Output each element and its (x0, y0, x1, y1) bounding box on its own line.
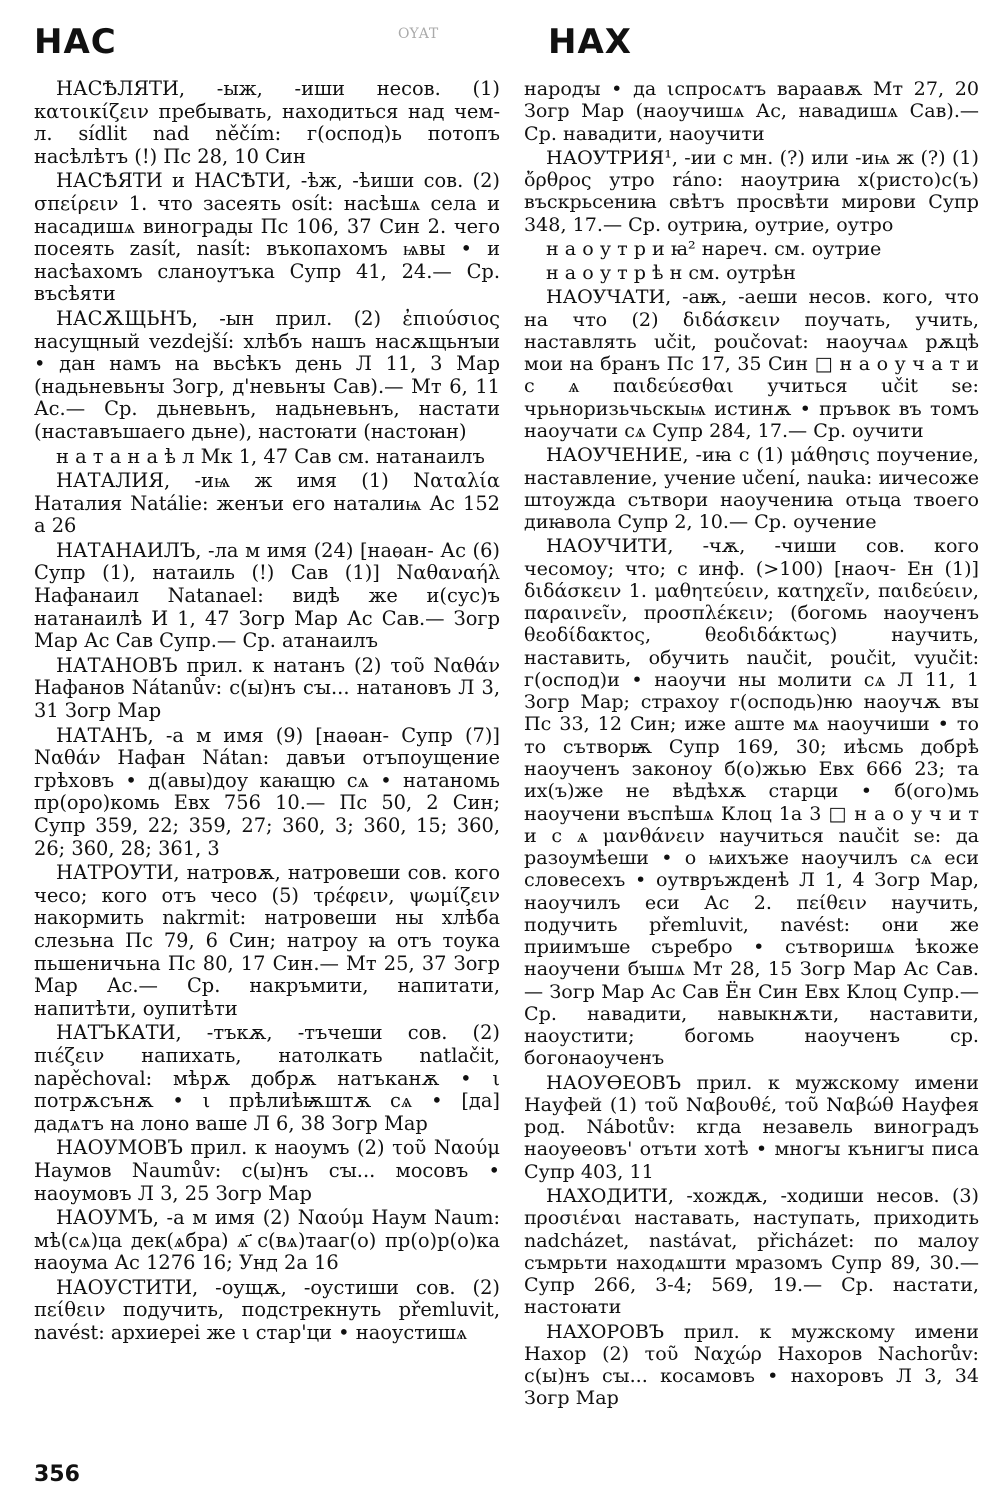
dictionary-entry: НАСѢЛЯТИ, -ыж, -иши несов. (1) κατοικίζειν пребывать, находиться над чем-л. sídlit nad něčím: г(оспод)ь потопъ насѣлѣтъ (!) Пс 28, 10 Син (34, 77, 500, 168)
dictionary-entry-continued: народꙑ • да ιспросѧтъ вараавѫ Мт 27, 20 Зогр Мар (наоучишѧ Ас, навадишѧ Сав).— Ср. навадити, наоучити (524, 77, 979, 145)
dictionary-entry: НАОУЧИТИ, -чѫ, -чиши сов. кого чесомоу; что; с инф. (>100) [наоч- Ен (1)] διδάσκειν 1. μαθητεύειν, κατηχεῖν, παιδεύειν, παραινεῖν, προσπλέκειν; (богомь наоученъ θεοδίδακτος, θεοδιδάκτως) научить, наставить, обучить naučit, poučit, vyučit: г(оспод)и • наоучи ны молити сѧ Л 11, 1 Зогр Мар; страхоу г(осподь)ню наоучѫ вꙑ Пс 33, 12 Син; иже аште мѧ наоучиши • то то сътворѭ Супр 169, 30; иѣсмь добрѣ наоученъ законоу б(о)жью Евх 666 23; та их(ъ)же не вѣдѣхѫ старци • б(ого)мь наоучени въспѣшѧ Клоц 1а 3 □ н а о у ч и т и с ѧ μανθάνειν научиться naučit se: да разоумѣеши • о ѩихъже наоучилъ сѧ еси словесехъ • оутвръжденѣ Л 1, 4 Зогр Мар, наоучилъ еси Ас 2. πείθειν научить, подучить přemluvit, navést: они же приимъше съребро • сътворишѧ ѣкоже наоучени бꙑшѧ Мт 28, 15 Зогр Мар Ас Сав.— Зогр Мар Ас Сав Ён Син Евх Клоц Супр.— Ср. навадити, навыкнѫти, наставити, наоустити; богомь наоученъ ср. богонаоученъ (524, 534, 979, 1070)
dictionary-entry: н а о у т р ѣ н см. оутрѣн (546, 261, 796, 285)
right-column (524, 78, 979, 1412)
dictionary-entry: НАСѢЯТИ и НАСѢТИ, -ѣж, -ѣиши сов. (2) σπείρειν 1. что засеять osít: насѣшѧ села и насадишѧ винограды Пс 106, 37 Син 2. чего посеять zasít, nasít: въкопахомъ ѩвы • и насѣахомъ сланоутъка Супр 41, 24.— Ср. въсѣяти (34, 169, 500, 306)
page-number: 356 (34, 1462, 80, 1487)
dictionary-entry: НАТРОУТИ, натровѫ, натровеши сов. кого чесо; кого отъ чесо (5) τρέφειν, ψωμίζειν накормить nakrmit: натровеши ны хлѣба слезьна Пс 79, 6 Син; натроу ꙗ отъ тоука пьшеничьна Пс 80, 17 Син.— Мт 25, 37 Зогр Мар Ас.— Ср. накръмити, напитати, напитѣти, оупитѣти (34, 861, 500, 1020)
dictionary-entry: НАОУЧАТИ, -аѭ, -аеши несов. кого, что на что (2) διδάσκειν поучать, учить, наставлять učit, poučovat: наоучаѧ рѫцѣ мои на бранъ Пс 17, 35 Син □ н а о у ч а т и с ѧ παιδεύεσθαι учиться učit se: чрьноризьчьскыѩ истинѫ • пръвок въ томъ наоучати сѧ Супр 284, 17.— Ср. оучити (524, 285, 979, 442)
dictionary-entry: НАХОДИТИ, -хождѫ, -ходиши несов. (3) προσιέναι наставать, наступать, приходить nadcházet, nastávat, přicházet: по малоу съмрьти находѧшти мразомъ Супр 89, 30.— Супр 266, 3-4; 569, 19.— Ср. настати, настоꙗти (524, 1184, 979, 1319)
dictionary-entry: н а т а н а ѣ л Мк 1, 47 Сав см. натанаилъ (56, 444, 485, 468)
dictionary-entry: НАХОРОВЪ прил. к мужскому имени Нахор (2) τοῦ Ναχώρ Нахоров Nachorův: с(ы)нъ сꙑ... косамовъ • нахоровъ Л 3, 34 Зогр Мар (524, 1319, 979, 1410)
running-head-left: НАС (34, 22, 117, 62)
dictionary-entry: НАОУСТИТИ, -оущѫ, -оустиши сов. (2) πείθειν подучить, подстрекнуть přemluvit, navést: архиереі же ι стар'ци • наоустишѧ (34, 1275, 500, 1345)
dictionary-entry: н а о у т р и ꙗ² нареч. см. оутрие (546, 236, 882, 260)
header-mark: ΟΥΑΤ (398, 26, 439, 42)
dictionary-entry: НАСѪЩЬНЪ, -ын прил. (2) ἐπιούσιος насущный vezdejší: хлѣбъ нашъ насѫщьнꙑи • дан намъ на вьсѣкъ день Л 11, 3 Мар (надьневьнꙑ Зогр, д'невьнꙑ Сав).— Мт 6, 11 Ас.— Ср. дьневьнъ, надьневьнъ, настати (наставъшаего дьне), настоꙗти (настоꙗн) (34, 306, 500, 443)
dictionary-entry: НАОУТРИЯ¹, -ии с мн. (?) или -иѩ ж (?) (1) ὄρθρος утро ráno: наоутриꙗ х(ристо)с(ъ) въскрьсениꙗ свѣтъ просвѣти мирови Супр 348, 17.— Ср. оутриꙗ, оутрие, оутро (524, 145, 979, 236)
dictionary-entry: НАТАНОВЪ прил. к натанъ (2) τοῦ Ναθάν Нафанов Nátanův: с(ы)нъ сꙑ... натановъ Л 3, 31 Зогр Мар (34, 653, 500, 723)
dictionary-entry: НАТАНЪ, -а м имя (9) [наѳан- Супр (7)] Ναθάν Нафан Nátan: давъи отъпоущение грѣховъ • д(авы)доу каꙗщю сѧ • натаномь пр(оро)комь Евх 756 10.— Пс 50, 2 Син; Супр 359, 22; 359, 27; 360, 3; 360, 15; 360, 26; 360, 28; 361, 3 (34, 723, 500, 860)
running-head-right: НАХ (548, 22, 632, 62)
dictionary-entry: НАТЪКАТИ, -тъкѫ, -тъчеши сов. (2) πιέζειν напихать, натолкать natlačit, napěchoval: мѣрѫ добрѫ натъканѫ • ι потрѫсънѫ • ι прѣлиѣѭштѫ сѧ • [да] дадѧтъ на лоно ваше Л 6, 38 Зогр Мар (34, 1021, 500, 1135)
dictionary-entry: НАТАНАИЛЪ, -ла м имя (24) [наѳан- Ас (6) Супр (1), натаиль (!) Сав (1)] Ναθαναήλ Нафанаил Natanael: видѣ же и(сус)ъ натанаилѣ И 1, 47 Зогр Мар Ас Сав.— Зогр Мар Ас Сав Супр.— Ср. атанаилъ (34, 538, 500, 653)
dictionary-entry: НАТАЛИЯ, -иѩ ж имя (1) Ναταλία Наталия Natálie: женъи его наталиѩ Ас 152 а 26 (34, 469, 500, 538)
left-column (34, 78, 500, 1347)
dictionary-entry: НАОУЧЕНИЕ, -иꙗ с (1) μάθησις поучение, наставление, учение učení, nauka: иичесоже штоужда сътвори наоучениꙗ отьца твоего диꙗвола Супр 2, 10.— Ср. оучение (524, 443, 979, 534)
dictionary-entry: НАОУМЪ, -а м имя (2) Ναούμ Наум Naum: мѣ(сѧ)ца дек(ѧбра) ѧ҃ с(вѧ)тааг(о) пр(о)р(о)ка наоума Ас 1276 16; Унд 2а 16 (34, 1206, 500, 1275)
dictionary-entry: НАОУѲЕОВЪ прил. к мужскому имени Науфей (1) τοῦ Ναβουθέ, τοῦ Ναβώθ Науфея род. Nábotův: кгда незавель виноградъ наоуѳеовъ' отъти хотѣ • многꙑ кънигꙑ писа Супр 403, 11 (524, 1070, 979, 1183)
dictionary-entry: НАОУМОВЪ прил. к наоумъ (2) τοῦ Ναούμ Наумов Naumův: с(ы)нъ сꙑ... мосовъ • наоумовъ Л 3, 25 Зогр Мар (34, 1136, 500, 1205)
